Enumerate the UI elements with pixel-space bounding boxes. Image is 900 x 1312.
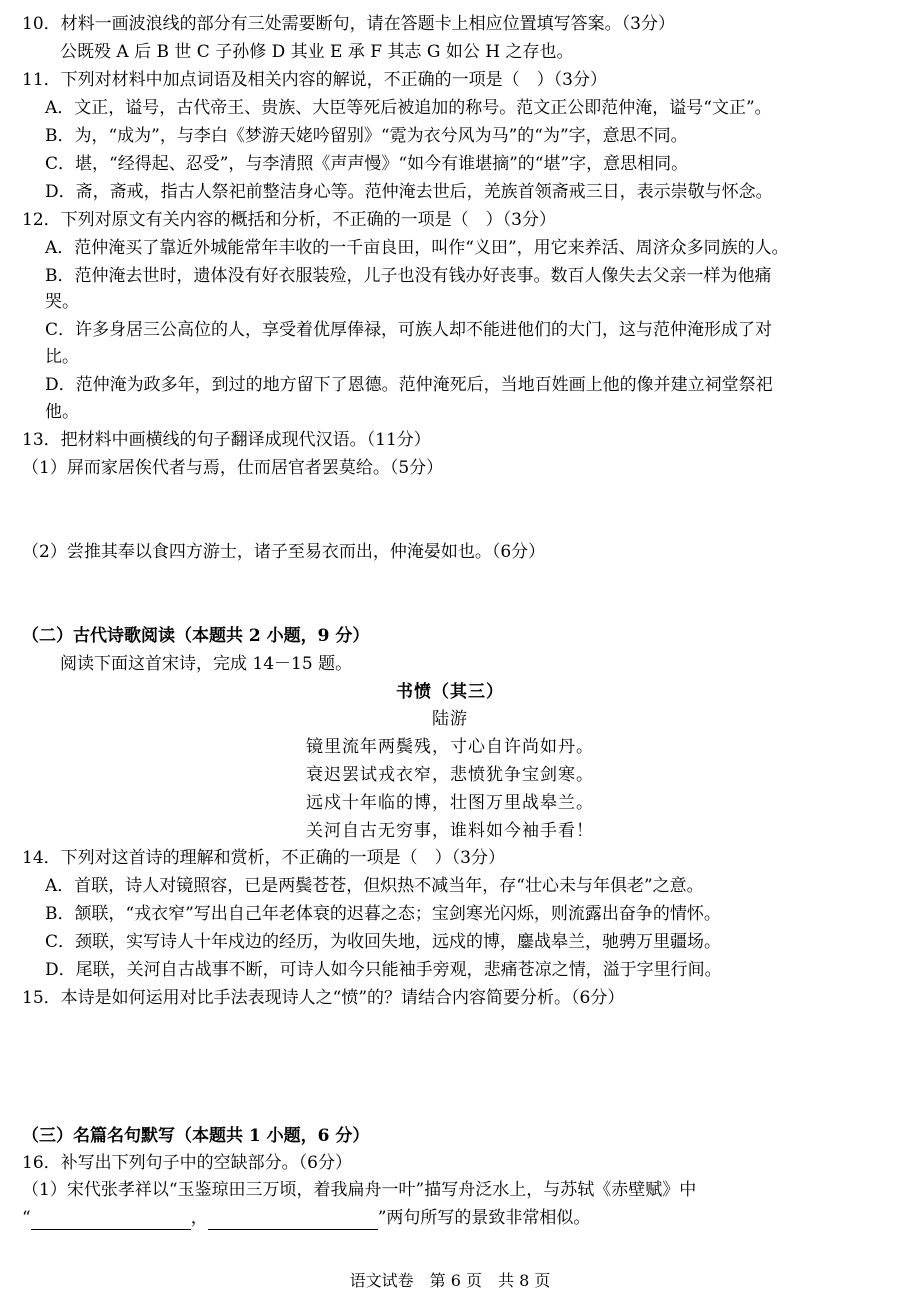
q10-stem: 10．材料一画波浪线的部分有三处需要断句，请在答题卡上相应位置填写答案。（3分） <box>22 14 675 34</box>
page-footer: 语文试卷 第 6 页 共 8 页 <box>349 1271 551 1290</box>
answer-blank-1[interactable] <box>31 1211 191 1230</box>
poem-line-2: 衰迟罢试戎衣窄，悲愤犹争宝剑寒。 <box>306 765 594 785</box>
q12-option-b-cont: 哭。 <box>45 292 79 312</box>
q11-stem: 11．下列对材料中加点词语及相关内容的解说，不正确的一项是（ ）（3分） <box>22 70 607 90</box>
q14-stem: 14．下列对这首诗的理解和赏析，不正确的一项是（ ）（3分） <box>22 848 505 868</box>
q12-option-d: D．范仲淹为政多年，到过的地方留下了恩德。范仲淹死后，当地百姓画上他的像并建立祠堂祭祀 <box>45 375 773 395</box>
q12-stem: 12．下列对原文有关内容的概括和分析，不正确的一项是（ ）（3分） <box>22 210 556 230</box>
q16-sub1-line2 <box>22 1206 890 1230</box>
q11-option-a: A．文正，谥号，古代帝王、贵族、大臣等死后被追加的称号。范文正公即范仲淹，谥号“文正”。 <box>45 98 772 118</box>
q16-sub1-line1: （1）宋代张孝祥以“玉鉴琼田三万顷，着我扁舟一叶”描写舟泛水上，与苏轼《赤壁赋》中 <box>22 1180 697 1200</box>
q11-option-b: B．为，“成为”，与李白《梦游天姥吟留别》“霓为衣兮风为马”的“为”字，意思不同。 <box>45 126 688 146</box>
q14-option-b: B．颔联，“戎衣窄”写出自己年老体衰的迟暮之态；宝剑寒光闪烁，则流露出奋争的情怀。 <box>45 904 721 924</box>
q12-option-a: A．范仲淹买了靠近外城能常年丰收的一千亩良田，叫作“义田”，用它来养活、周济众多同族的人。 <box>45 238 789 258</box>
poem-title: 书愤（其三） <box>396 682 504 702</box>
q13-sub1: （1）屏而家居俟代者与焉，仕而居官者罢莫给。（5分） <box>22 458 444 478</box>
section3-heading: （三）名篇名句默写（本题共 1 小题，6 分） <box>22 1126 370 1146</box>
q13-sub2: （2）尝推其奉以食四方游士，诸子至易衣而出，仲淹晏如也。（6分） <box>22 542 546 562</box>
poem-line-4: 关河自古无穷事，谁料如今袖手看！ <box>306 821 594 841</box>
q12-option-b: B．范仲淹去世时，遗体没有好衣服装殓，儿子也没有钱办好丧事。数百人像失去父亲一样为他痛 <box>45 266 772 286</box>
q11-option-d: D．斋，斋戒，指古人祭祀前整洁身心等。范仲淹去世后，羌族首领斋戒三日，表示崇敬与怀念。 <box>45 182 773 202</box>
q13-stem: 13．把材料中画横线的句子翻译成现代汉语。（11分） <box>22 430 431 450</box>
comma-separator: ， <box>190 1208 208 1228</box>
section2-heading: （二）古代诗歌阅读（本题共 2 小题，9 分） <box>22 626 370 646</box>
q12-option-d-cont: 他。 <box>45 402 79 422</box>
section2-intro: 阅读下面这首宋诗，完成 14－15 题。 <box>60 654 353 674</box>
q12-option-c-cont: 比。 <box>45 347 79 367</box>
poem-line-1: 镜里流年两鬓残，寸心自许尚如丹。 <box>306 737 594 757</box>
poem-line-3: 远戍十年临的博，壮图万里战皋兰。 <box>306 793 594 813</box>
q12-option-c: C．许多身居三公高位的人，享受着优厚俸禄，可族人却不能进他们的大门，这与范仲淹形成了对 <box>45 320 773 340</box>
q14-option-d: D．尾联，关河自古战事不断，可诗人如今只能袖手旁观，悲痛苍凉之情，溢于字里行间。 <box>45 960 722 980</box>
q14-option-c: C．颈联，实写诗人十年戍边的经历，为收回失地，远戍的博，鏖战皋兰，驰骋万里疆场。 <box>45 932 722 952</box>
q10-text: 公既殁 A 后 B 世 C 子孙修 D 其业 E 承 F 其志 G 如公 H 之存也。 <box>60 42 574 62</box>
q11-option-c: C．堪，“经得起、忍受”，与李清照《声声慢》“如今有谁堪摘”的“堪”字，意思相同。 <box>45 154 689 174</box>
open-quote: “ <box>22 1208 31 1228</box>
answer-blank-2[interactable] <box>208 1211 378 1230</box>
q16-sub1-ending: ”两句所写的景致非常相似。 <box>377 1208 591 1228</box>
q16-stem: 16．补写出下列句子中的空缺部分。（6分） <box>22 1153 352 1173</box>
q15-stem: 15．本诗是如何运用对比手法表现诗人之“愤”的？请结合内容简要分析。（6分） <box>22 988 625 1008</box>
q14-option-a: A．首联，诗人对镜照容，已是两鬓苍苍，但炽热不减当年，存“壮心未与年俱老”之意。 <box>45 876 704 896</box>
poem-author: 陆游 <box>432 709 468 729</box>
